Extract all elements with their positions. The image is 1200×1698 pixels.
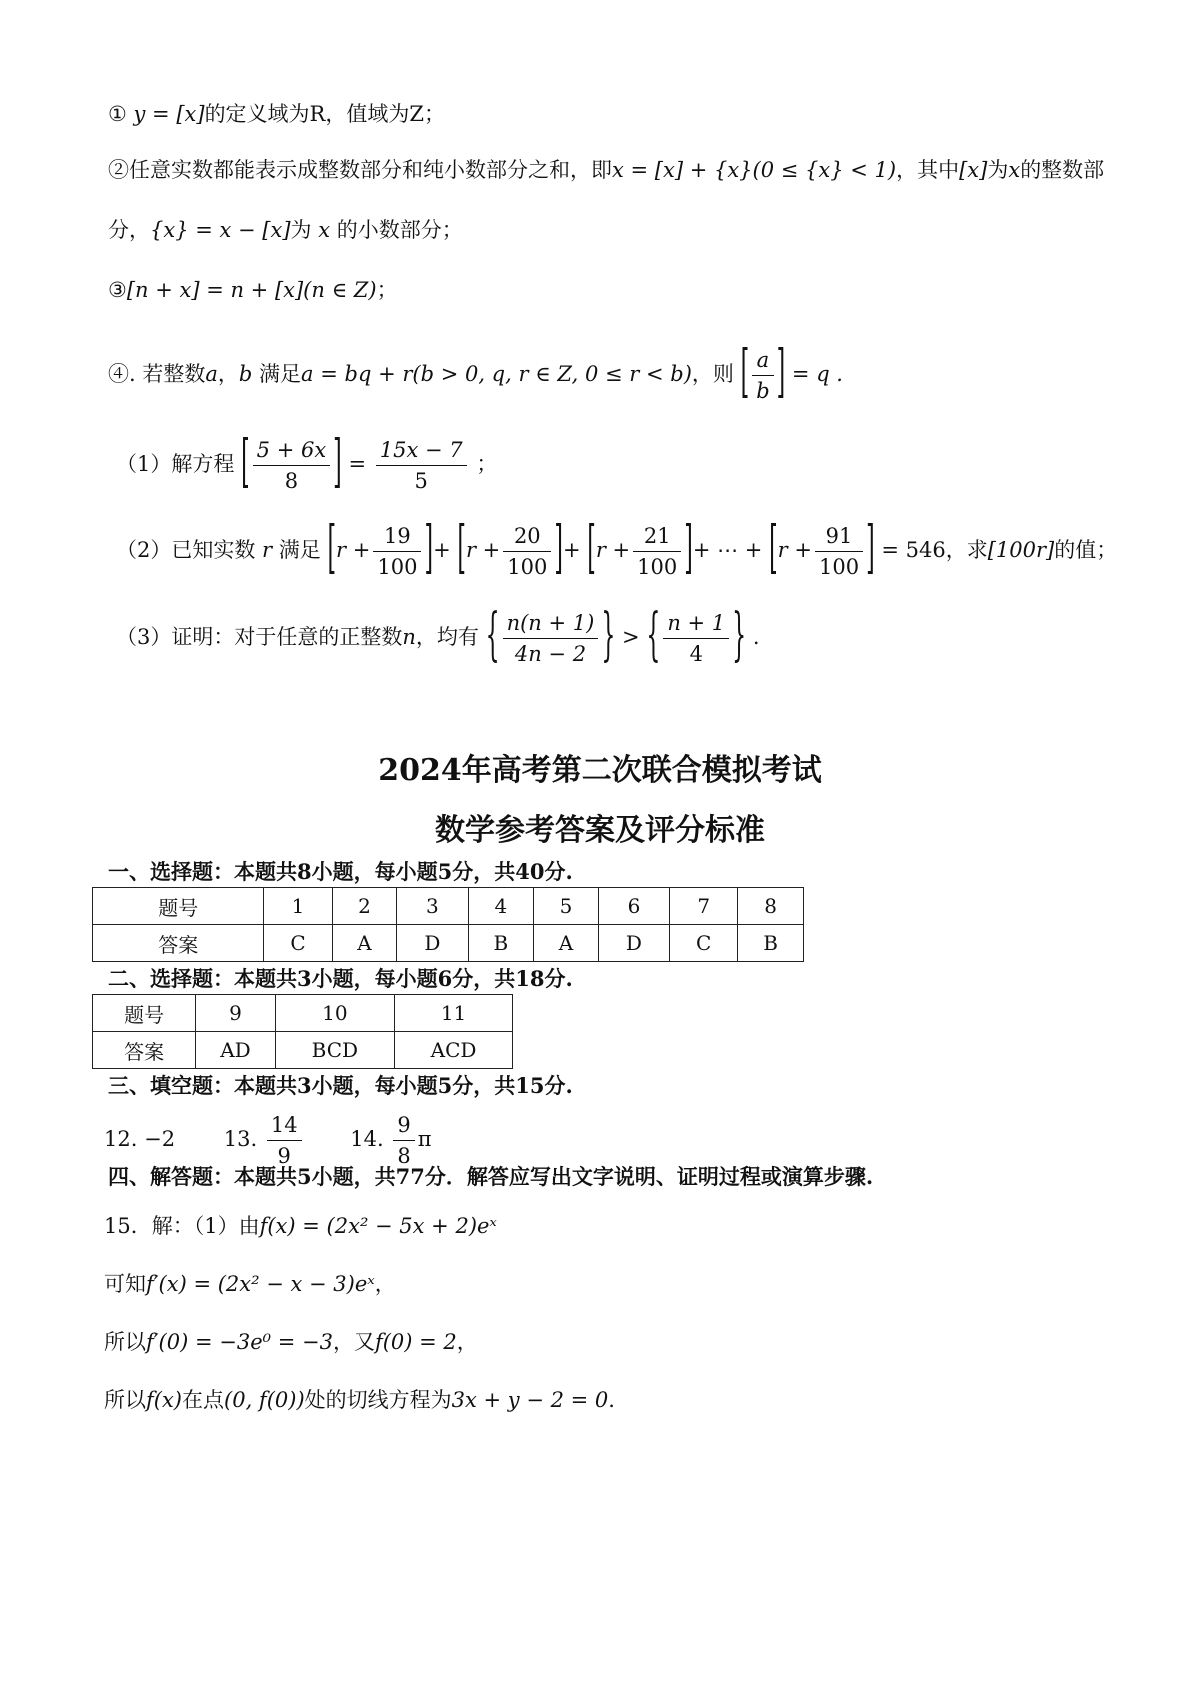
property-2 — [108, 156, 1104, 184]
text: ，则 — [691, 362, 734, 386]
math-expression: 3x + y − 2 = 0 — [451, 1388, 609, 1412]
question-1 — [116, 431, 498, 497]
table-row — [93, 925, 804, 962]
math-expression: f(x) = (2x² − 5x + 2)eˣ — [259, 1214, 497, 1238]
table-cell: A — [332, 925, 397, 962]
fraction: $\frac{19}{100}$ — [373, 521, 421, 582]
text: ； — [476, 452, 498, 476]
pi-symbol: π — [417, 1127, 432, 1151]
table-row — [93, 1032, 513, 1069]
table-cell: 11 — [395, 995, 513, 1032]
fraction: $\frac{15x - 7}{5}$ — [376, 435, 467, 496]
table-cell: D — [397, 925, 468, 962]
floor-bracket-left: [ — [241, 431, 250, 497]
text: 15．解：（1）由 — [104, 1214, 260, 1238]
text: 分， — [108, 218, 150, 242]
math-expression: {x} = x − [x] — [150, 218, 291, 242]
text: ，求 — [945, 538, 988, 562]
text: ，其中 — [896, 158, 960, 182]
table-cell: 7 — [670, 888, 738, 925]
math-expression: (0, f(0)) — [224, 1388, 305, 1412]
question-label: （2）已知实数 — [116, 538, 256, 562]
table-cell: C — [670, 925, 738, 962]
answer-label: 13. — [223, 1127, 258, 1151]
section-1-heading: 一、选择题：本题共8小题，每小题5分，共40分. — [108, 859, 573, 884]
table-cell: AD — [196, 1032, 275, 1069]
section-2-heading: 二、选择题：本题共3小题，每小题6分，共18分. — [108, 966, 573, 991]
math-inline: r — [255, 538, 279, 562]
text: 的整数部 — [1020, 158, 1105, 182]
answer-table-2 — [92, 994, 513, 1069]
brace-left: { — [646, 604, 661, 670]
math-expression: f′(x) = (2x² − x − 3)eˣ — [146, 1272, 375, 1296]
item-number: ② — [108, 158, 129, 182]
text: ， — [374, 1272, 396, 1296]
math-expression: = q . — [791, 362, 843, 386]
item-number: ③ — [108, 278, 127, 302]
math-inline: [x] — [959, 158, 988, 182]
item-number: ① — [108, 102, 127, 126]
table-cell: 6 — [598, 888, 669, 925]
text: 处的切线方程为 — [304, 1388, 452, 1412]
table-cell: 答案 — [93, 925, 264, 962]
text: 满足 — [278, 538, 321, 562]
text: 可知 — [104, 1272, 146, 1296]
table-cell: C — [264, 925, 332, 962]
text: 的值； — [1054, 538, 1118, 562]
math-inline: x — [1008, 158, 1021, 182]
math-inline: [100r] — [987, 538, 1055, 562]
text: . — [752, 625, 760, 649]
fill-in-answers — [104, 1110, 432, 1171]
table-row — [93, 995, 513, 1032]
brace-right: } — [732, 604, 747, 670]
property-2-cont — [108, 216, 463, 244]
fraction: $\frac{n + 1}{4}$ — [663, 608, 729, 669]
text: 为 — [290, 218, 312, 242]
text: ，又 — [332, 1330, 375, 1354]
text: 若整数 — [142, 362, 206, 386]
math-expression: a = bq + r(b > 0, q, r ∈ Z, 0 ≤ r < b) — [301, 362, 692, 386]
text: . — [608, 1388, 615, 1412]
table-cell: D — [598, 925, 669, 962]
math-inline: x — [311, 218, 337, 242]
property-4: ④. 若整数a，b 满足a = bq + r(b > 0, q, r ∈ Z, 0 ≤ r < b)，则 [ $\frac{a}{b}$ ] = q . — [108, 345, 843, 406]
fraction: $\frac{21}{100}$ — [633, 521, 681, 582]
section-3-heading: 三、填空题：本题共3小题，每小题5分，共15分. — [108, 1073, 573, 1098]
page-subtitle: 数学参考答案及评分标准 — [435, 813, 765, 848]
math-expression: f(x) — [146, 1388, 183, 1412]
text: 任意实数都能表示成整数部分和纯小数部分之和，即 — [129, 158, 612, 182]
table-cell: 8 — [738, 888, 804, 925]
table-cell: 题号 — [93, 888, 264, 925]
text: 的定义域为R，值域为Z； — [204, 102, 445, 126]
question-label: （1）解方程 — [116, 452, 235, 476]
answer-value: −2 — [144, 1127, 176, 1151]
table-cell: 3 — [397, 888, 468, 925]
fraction: $\frac{20}{100}$ — [503, 521, 551, 582]
solution-line-2 — [104, 1270, 396, 1298]
math-inline: n — [402, 625, 416, 649]
text: 所以 — [104, 1330, 146, 1354]
table-cell: B — [468, 925, 534, 962]
text: 在点 — [182, 1388, 225, 1412]
page-title: 2024年高考第二次联合模拟考试 — [378, 753, 822, 788]
table-cell: BCD — [275, 1032, 394, 1069]
table-cell: A — [534, 925, 599, 962]
fraction: $\frac{14}{9}$ — [267, 1110, 302, 1171]
table-cell: 5 — [534, 888, 599, 925]
fraction: $\frac{n(n + 1)}{4n - 2}$ — [503, 608, 599, 669]
text: ，均有 — [415, 625, 479, 649]
text: 满足 — [259, 362, 302, 386]
solution-line-3 — [104, 1328, 478, 1356]
table-cell: 1 — [264, 888, 332, 925]
floor-bracket-right: ] — [776, 341, 786, 407]
greater-than: > — [622, 625, 640, 649]
text: 为 — [987, 158, 1009, 182]
answer-label: 12. — [104, 1127, 138, 1151]
brace-left: { — [485, 604, 500, 670]
table-cell: ACD — [395, 1032, 513, 1069]
table-cell: B — [738, 925, 804, 962]
answer-label: 14. — [350, 1127, 384, 1151]
brace-right: } — [601, 604, 616, 670]
math-expression: f(0) = 2 — [374, 1330, 457, 1354]
math-expression: f′(0) = −3e⁰ = −3 — [146, 1330, 333, 1354]
math-expression: = 546 — [881, 538, 946, 562]
math-inline: a — [205, 362, 218, 386]
solution-line-4 — [104, 1386, 615, 1414]
text: ； — [376, 278, 398, 302]
question-label: （3）证明：对于任意的正整数 — [116, 625, 403, 649]
question-2: （2）已知实数 r 满足 [r + $\frac{19}{100}$ ]+ [r + $\frac{20}{100}$ ]+ [r + $\frac{21}{100}$ ]+ ⋯ + [r + $\frac{91}{100}$ ] = 546，求[100r]的值； — [116, 517, 1118, 583]
fraction: $\frac{9}{8}$ — [393, 1110, 414, 1171]
text: 的小数部分； — [336, 218, 463, 242]
property-3 — [108, 276, 398, 304]
solution-line-1 — [104, 1212, 497, 1240]
text: ， — [456, 1330, 478, 1354]
equals: = — [348, 452, 367, 476]
math-expression: x = [x] + {x}(0 ≤ {x} < 1) — [612, 158, 897, 182]
math-expression: [n + x] = n + [x](n ∈ Z) — [126, 278, 377, 302]
question-3 — [116, 604, 760, 670]
text: 所以 — [104, 1388, 146, 1412]
math-expression: y = [x] — [133, 102, 205, 126]
fraction: $\frac{5 + 6x}{8}$ — [253, 435, 331, 496]
answer-table-1 — [92, 887, 804, 962]
section-4-heading: 四、解答题：本题共5小题，共77分．解答应写出文字说明、证明过程或演算步骤. — [108, 1164, 874, 1189]
table-cell: 4 — [468, 888, 534, 925]
floor-bracket-right: ] — [333, 431, 342, 497]
table-cell: 2 — [332, 888, 397, 925]
table-cell: 题号 — [93, 995, 196, 1032]
table-cell: 9 — [196, 995, 275, 1032]
fraction-a-over-b: $\frac{a}{b}$ — [752, 345, 773, 406]
item-number: ④. — [108, 362, 136, 386]
table-cell: 答案 — [93, 1032, 196, 1069]
math-inline: b — [238, 362, 253, 386]
table-cell: 10 — [275, 995, 394, 1032]
floor-bracket-left: [ — [740, 341, 750, 407]
fraction: $\frac{91}{100}$ — [815, 521, 863, 582]
table-row — [93, 888, 804, 925]
property-1 — [108, 100, 445, 128]
